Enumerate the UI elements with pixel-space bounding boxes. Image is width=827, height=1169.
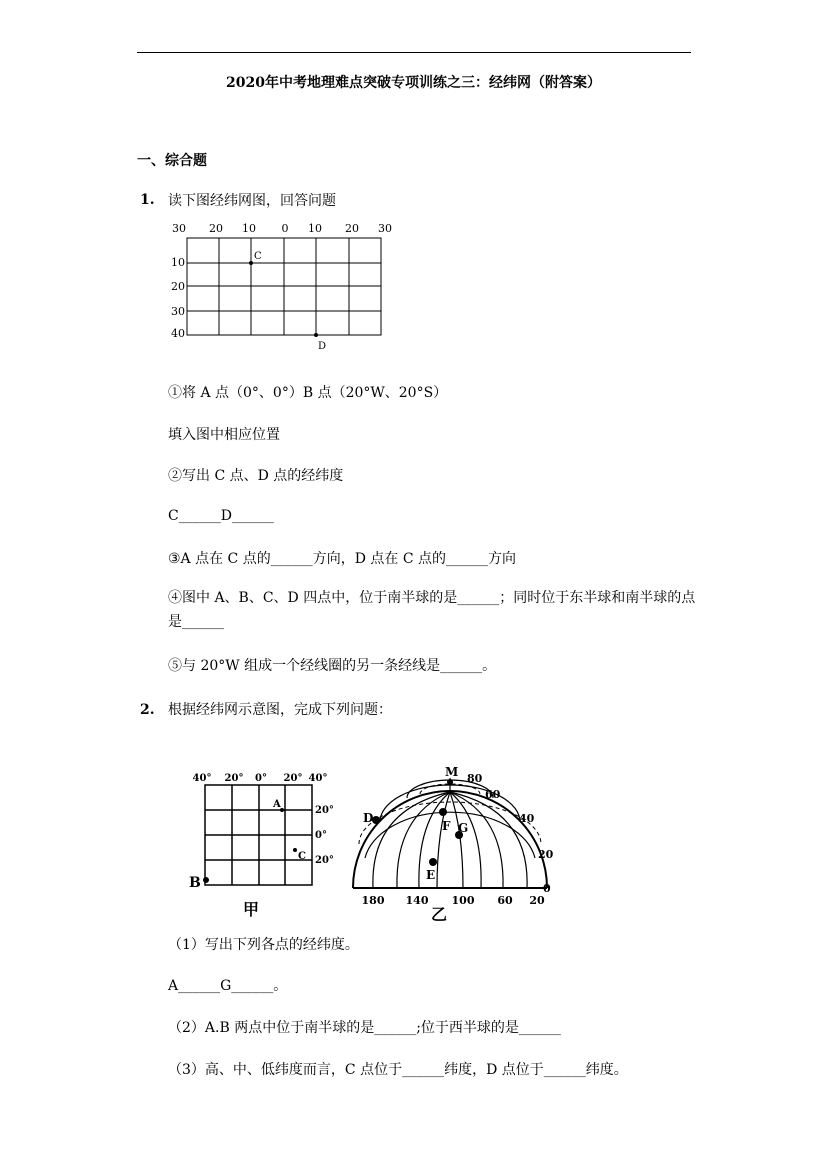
question-2-prompt: 根据经纬网示意图，完成下列问题： bbox=[168, 702, 392, 718]
q2-line-4: （3）高、中、低纬度而言，C 点位于______纬度，D 点位于______纬度。 bbox=[168, 1062, 628, 1078]
fig1-left-label: 40 bbox=[171, 327, 185, 340]
q1-line-5: ③A 点在 C 点的______方向，D 点在 C 点的______方向 bbox=[168, 551, 517, 567]
yi-point-m-marker bbox=[447, 779, 453, 785]
jia-right-label: 20° bbox=[315, 855, 334, 866]
yi-lon-label: 60 bbox=[497, 894, 513, 907]
q2-line-3: （2）A.B 两点中位于南半球的是______;位于西半球的是______ bbox=[168, 1020, 561, 1036]
figure-jia bbox=[185, 765, 340, 923]
point-d-label: D bbox=[318, 341, 327, 352]
yi-point-f-label: F bbox=[442, 819, 451, 833]
q1-line-4: C______D______ bbox=[168, 508, 274, 524]
q2-line-2: A______G______。 bbox=[168, 978, 288, 994]
figure-yi bbox=[345, 760, 560, 922]
yi-lat-label: 40 bbox=[519, 812, 535, 825]
fig1-top-label: 20 bbox=[209, 222, 223, 235]
yi-point-f-marker bbox=[439, 808, 447, 816]
yi-point-e-label: E bbox=[426, 868, 436, 882]
fig1-left-label: 20 bbox=[171, 280, 185, 293]
yi-lat-label: 80 bbox=[467, 772, 483, 785]
header-rule bbox=[137, 52, 691, 53]
yi-point-d-label: D bbox=[363, 811, 374, 825]
fig1-top-label: 10 bbox=[308, 222, 322, 235]
jia-point-b-marker bbox=[203, 877, 209, 883]
question-1-prompt: 读下图经纬网图，回答问题 bbox=[168, 193, 336, 209]
question-2-number: 2. bbox=[140, 702, 155, 718]
jia-top-label: 40° bbox=[308, 773, 328, 784]
q2-line-1: （1）写出下列各点的经纬度。 bbox=[168, 937, 359, 953]
q1-line-6: ④图中 A、B、C、D 四点中，位于南半球的是______；同时位于东半球和南半球的点是______ bbox=[168, 590, 696, 630]
yi-lon-label: 20 bbox=[529, 894, 545, 907]
yi-point-e-marker bbox=[429, 858, 437, 866]
jia-caption: 甲 bbox=[242, 900, 260, 919]
page-title: 2020年中考地理难点突破专项训练之三：经纬网（附答案） bbox=[226, 75, 601, 91]
jia-right-label: 20° bbox=[315, 805, 334, 816]
yi-lon-label: 100 bbox=[451, 894, 475, 907]
jia-top-label: 20° bbox=[224, 773, 244, 784]
figure-1-grid bbox=[165, 220, 395, 355]
fig1-top-label: 0 bbox=[281, 222, 289, 235]
question-1-number: 1. bbox=[140, 192, 155, 208]
jia-top-label: 0° bbox=[255, 773, 267, 784]
q1-line-7: ⑤与 20°W 组成一个经线圈的另一条经线是______。 bbox=[168, 658, 497, 674]
fig1-left-label: 10 bbox=[171, 256, 185, 269]
q1-line-3: ②写出 C 点、D 点的经纬度 bbox=[168, 468, 344, 484]
point-c-marker bbox=[249, 261, 253, 265]
yi-lon-label: 180 bbox=[361, 894, 385, 907]
jia-point-c-marker bbox=[293, 848, 297, 852]
section-heading: 一、综合题 bbox=[137, 153, 207, 169]
jia-top-label: 40° bbox=[192, 773, 212, 784]
yi-point-g-label: G bbox=[458, 821, 469, 835]
jia-point-c-label: C bbox=[298, 851, 306, 862]
point-d-marker bbox=[314, 333, 318, 337]
yi-point-m-label: M bbox=[445, 765, 459, 779]
fig1-top-label: 20 bbox=[345, 222, 359, 235]
q1-line-1: ①将 A 点（0°、0°）B 点（20°W、20°S） bbox=[168, 385, 448, 401]
yi-lat-label: 0 bbox=[543, 882, 551, 895]
jia-right-label: 0° bbox=[315, 830, 327, 841]
yi-caption: 乙 bbox=[430, 905, 448, 922]
yi-lat-label: 20 bbox=[538, 848, 554, 861]
fig1-top-label: 30 bbox=[172, 222, 186, 235]
jia-point-a-label: A bbox=[273, 799, 281, 810]
yi-lon-label: 140 bbox=[405, 894, 429, 907]
fig1-top-label: 10 bbox=[242, 222, 256, 235]
fig1-left-label: 30 bbox=[171, 305, 185, 318]
q1-line-2: 填入图中相应位置 bbox=[168, 427, 280, 443]
jia-point-b-label: B bbox=[189, 875, 201, 891]
jia-top-label: 20° bbox=[283, 773, 303, 784]
point-c-label: C bbox=[254, 251, 262, 262]
fig1-top-label: 30 bbox=[378, 222, 392, 235]
yi-lat-label: 60 bbox=[485, 788, 501, 801]
